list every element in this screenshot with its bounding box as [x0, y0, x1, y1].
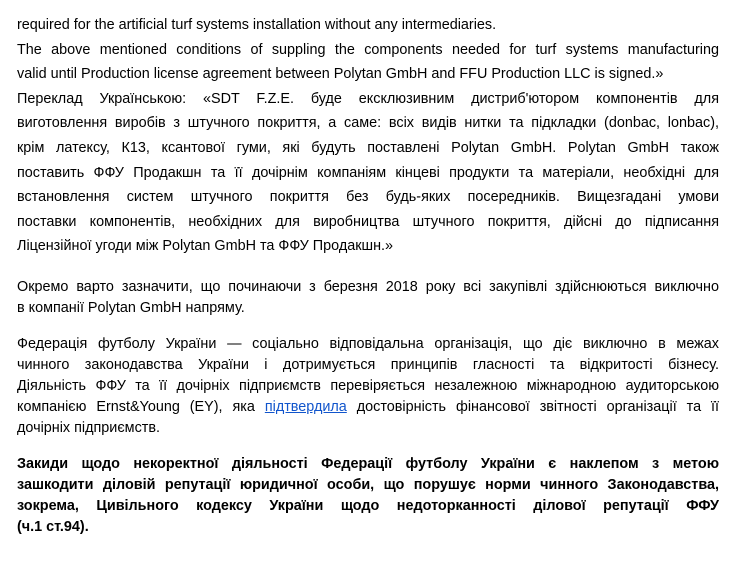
text-line: поставить ФФУ Продакшн та її дочірнім компаніям кінцеві продукти та матеріали, необхідні для: [17, 164, 719, 181]
purchases-paragraph: [17, 277, 719, 319]
text-line: Федерація футболу України — соціально відповідальна організація, що діє виключно в межах: [17, 335, 719, 352]
text-line: valid until Production license agreement between Polytan GmbH and FFU Production LLC is signed.»: [17, 66, 664, 83]
text-line: встановлення систем штучного покриття без будь-яких посередників. Вищезгадані умови: [17, 189, 719, 206]
text-line: виготовлення виробів з штучного покриття, а саме: всіх видів нитки та підкладки (donbac, lonbac),: [17, 115, 719, 132]
text-line: Закиди щодо некоректної діяльності Федерації футболу України є наклепом з метою: [17, 455, 719, 472]
translation-paragraph: [17, 13, 719, 259]
text-segment: компанією Ernst&Young (EY), яка: [17, 398, 265, 415]
text-segment: достовірність фінансової звітності організації та її: [346, 398, 720, 415]
text-line: дочірніх підприємств.: [17, 419, 161, 436]
federation-paragraph: [17, 334, 719, 439]
text-line: зашкодити діловій репутації юридичної особи, що порушує норми чинного Законодавства,: [17, 476, 719, 493]
text-line: поставки компонентів, необхідних для виробництва штучного покриття, дійсні до підписання: [17, 213, 719, 230]
text-line: (ч.1 ст.94).: [17, 518, 89, 535]
text-line: в компанії Polytan GmbH напряму.: [17, 299, 245, 316]
conclusion-paragraph: [17, 454, 719, 538]
text-line: Переклад Українською: «SDT F.Z.E. буде ексклюзивним дистриб'ютором компонентів для: [17, 90, 719, 107]
text-line: Діяльність ФФУ та її дочірніх підприємств перевіряється незалежною міжнародною аудиторською: [17, 377, 719, 394]
text-line: чинного законодавства України і дотримується принципів гласності та відкритості бізнесу.: [17, 356, 719, 373]
confirmed-link[interactable]: підтвердила: [264, 398, 347, 415]
text-line: Окремо варто зазначити, що починаючи з березня 2018 року всі закупівлі здійснюються виключно: [17, 278, 719, 295]
text-line: Ліцензійної угоди між Polytan GmbH та ФФУ Продакшн.»: [17, 238, 394, 255]
text-line: required for the artificial turf systems installation without any intermediaries.: [17, 17, 497, 33]
text-line: крім латексу, К13, ксантової гуми, які будуть поставлені Polytan GmbH. Polytan GmbH також: [17, 139, 719, 156]
text-line: The above mentioned conditions of suppling the components needed for turf systems manufacturing: [17, 41, 719, 58]
text-line: зокрема, Цивільного кодексу України щодо недоторканності ділової репутації ФФУ: [17, 497, 719, 514]
text-line-with-link: [17, 397, 719, 418]
